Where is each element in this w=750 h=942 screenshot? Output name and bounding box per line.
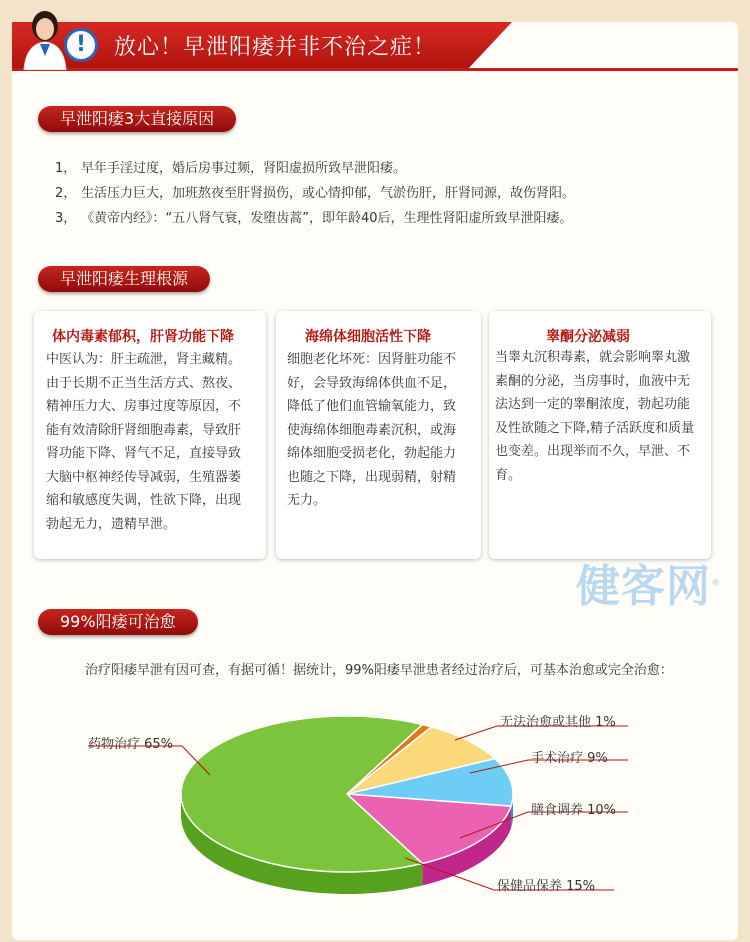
list-item: 3， 《黄帝内经》：“五八肾气衰，发堕齿蒿”，即年龄40后，生理性肾阳虚所致早泄阳痿。 bbox=[55, 211, 573, 226]
section-label-curable: 99%阳痿可治愈 bbox=[38, 609, 198, 635]
box-text: 中医认为：肝主疏泄，肾主藏精。 由于长期不正当生活方式、熬夜、 精神压力大、房事过度等原因，不 能有效清除肝肾细胞毒素，导致肝 肾功能下降、肾气不足，直接导致 大脑中枢神经传导减弱，生殖器萎 缩和敏感度失调，性欲下降，出现 勃起无力，遗精早泄。 bbox=[46, 352, 242, 532]
list-item: 2， 生活压力巨大，加班熬夜至肝肾损伤，或心情抑郁，气淤伤肝，肝肾同源，故伤肾阳。 bbox=[55, 186, 576, 201]
box-title: 睾酮分泌减弱 bbox=[546, 329, 630, 345]
box-title: 海绵体细胞活性下降 bbox=[305, 329, 431, 345]
pie-label-healthcare: 保健品保养 15% bbox=[497, 879, 596, 894]
pie-label-surgery: 手术治疗 9% bbox=[531, 751, 608, 766]
section-label-root-causes: 早泄阳痿生理根源 bbox=[38, 266, 210, 292]
intro-text: 治疗阳痿早泄有因可查，有据可循！据统计，99%阳痿早泄患者经过治疗后，可基本治愈或完全治愈： bbox=[85, 663, 673, 678]
exclamation-icon: ! bbox=[64, 28, 98, 62]
box-title: 体内毒素郁积，肝肾功能下降 bbox=[52, 329, 234, 345]
watermark-logo: 健客网® bbox=[576, 561, 721, 612]
page-title: 放心！早泄阳痿并非不治之症！ bbox=[114, 35, 437, 60]
box-text: 细胞老化坏死：因肾脏功能不 好，会导致海绵体供血不足， 降低了他们血管输氧能力，致 使海绵体细胞毒素沉积，或海 绵体细胞受损老化，勃起能力 也随之下降，出现弱精，射精 无力。 bbox=[287, 352, 457, 508]
pie-label-medication: 药物治疗 65% bbox=[88, 737, 174, 752]
section-label-causes: 早泄阳痿3大直接原因 bbox=[38, 106, 236, 132]
list-item: 1， 早年手淫过度，婚后房事过频，肾阳虚损所致早泄阳痿。 bbox=[55, 161, 407, 176]
box-text: 当睾丸沉积毒素，就会影响睾丸激 素酮的分泌，当房事时，血液中无 法达到一定的睾酮浓度，勃起功能 及性欲随之下降,精子活跃度和质量 也变差。出现举而不久，早泄、不 育。 bbox=[495, 350, 695, 483]
pie-label-diet: 膳食调养 10% bbox=[531, 803, 617, 818]
pie-label-incurable: 无法治愈或其他 1% bbox=[500, 715, 616, 730]
